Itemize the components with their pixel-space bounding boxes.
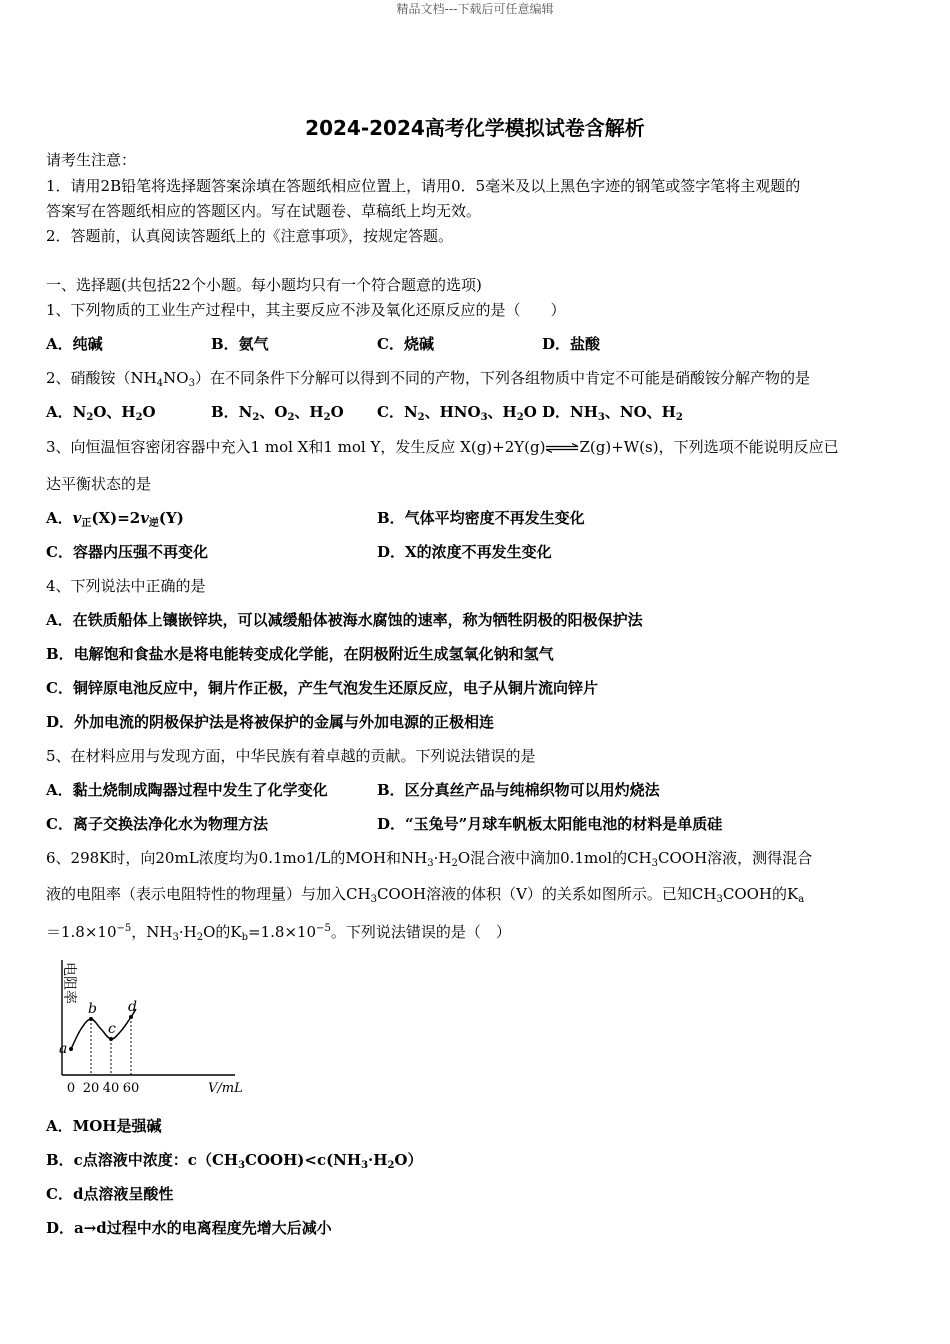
data-point-a [69,1047,73,1051]
point-label-b: b [88,1001,97,1017]
q4-option-b: B．电解饱和食盐水是将电能转变成化学能，在阴极附近生成氢氧化钠和氢气 [46,645,554,663]
q4-option-a: A．在铁质船体上镶嵌锌块，可以减缓船体被海水腐蚀的速率，称为牺牲阴极的阳极保护法 [46,611,643,629]
y-axis-label: 电阻率 [61,962,77,1004]
point-label-d: d [128,999,137,1015]
q4-stem: 4、下列说法中正确的是 [46,577,206,595]
q1-option-b: B．氨气 [211,335,269,353]
q6-option-d: D．a→d过程中水的电离程度先增大后减小 [46,1219,332,1237]
q3-stem: 3、向恒温恒容密闭容器中充入1 mol X和1 mol Y，发生反应 X(g)+2Y(g) Z(g)+W(s)，下列选项不能说明反应已 [46,438,839,456]
q2-option-b: B．$N_2$、$O_2$、$H_2O$ [211,403,344,423]
q6-stem-line-1: 6、298K时，向20mL浓度均为0.1mo1/L的MOH和$NH_3\cdot H_2O$混合液中滴加0.1mol的$CH_3COOH$溶液，测得混合 [46,849,813,869]
data-point-c [109,1037,113,1041]
q6-stem-line-3: $=1.8\times 10^{-5}$，$NH_3\cdot H_2O$的$K_b=1.8\times 10^{-5}$。下列说法错误的是（ ） [46,923,511,943]
q4-option-c: C．铜锌原电池反应中，铜片作正极，产生气泡发生还原反应，电子从铜片流向锌片 [46,679,598,697]
q3-option-c: C．容器内压强不再变化 [46,543,208,561]
q3-option-a: A．$v_正(X)=2v_逆(Y)$ [46,509,184,529]
q1-option-d: D．盐酸 [542,335,601,353]
page-watermark-header: 精品文档---下载后可任意编辑 [396,2,554,16]
notice-heading: 请考生注意： [46,151,137,169]
q5-option-a: A．黏土烧制成陶器过程中发生了化学变化 [46,781,328,799]
q5-option-c: C．离子交换法净化水为物理方法 [46,815,268,833]
notice-item-1-line-2: 答案写在答题纸相应的答题区内。写在试题卷、草稿纸上均无效。 [46,202,482,220]
q3-option-b: B．气体平均密度不再发生变化 [377,509,585,527]
q5-option-d: D．“玉兔号”月球车帆板太阳能电池的材料是单质硅 [377,815,723,833]
q6-stem-line-2: 液的电阻率（表示电阻特性的物理量）与加入$CH_3COOH$溶液的体积（V）的关系如图所示。已知$CH_3COOH$的$K_a$ [46,885,805,905]
q6-option-c: C．d点溶液呈酸性 [46,1185,174,1203]
q6-option-b: B．c点溶液中浓度：$c(CH_3COOH)<c(NH_3\cdot H_2O)$ [46,1151,423,1171]
x-tick-label: 60 [122,1081,140,1095]
q5-option-b: B．区分真丝产品与纯棉织物可以用灼烧法 [377,781,660,799]
q2-stem: 2、硝酸铵$(NH_4NO_3)$在不同条件下分解可以得到不同的产物，下列各组物质中肯定不可能是硝酸铵分解产物的是 [46,369,810,389]
section-heading: 一、选择题(共包括22个小题。每小题均只有一个符合题意的选项) [46,276,482,294]
x-tick-label: 40 [102,1081,120,1095]
resistivity-chart [40,950,260,1095]
equilibrium-arrow-icon [545,443,579,453]
x-axis-label: V/mL [208,1081,243,1095]
q2-option-d: D．$NH_3$、NO、$H_2$ [542,403,683,423]
q5-stem: 5、在材料应用与发现方面，中华民族有着卓越的贡献。下列说法错误的是 [46,747,536,765]
q1-stem: 1、下列物质的工业生产过程中，其主要反应不涉及氧化还原反应的是（ ） [46,301,566,319]
x-tick-label: 20 [82,1081,100,1095]
data-point-b [89,1017,93,1021]
notice-item-2: 2．答题前，认真阅读答题纸上的《注意事项》，按规定答题。 [46,227,454,245]
data-point-d [129,1015,133,1019]
q3-option-d: D．X的浓度不再发生变化 [377,543,552,561]
page-title: 2024-2024高考化学模拟试卷含解析 [305,116,645,140]
q6-option-a: A．MOH是强碱 [46,1117,162,1135]
q2-option-a: A．$N_2O$、$H_2O$ [46,403,156,423]
notice-item-1-line-1: 1．请用2B铅笔将选择题答案涂填在答题纸相应位置上，请用0．5毫米及以上黑色字迹的钢笔或签字笔将主观题的 [46,177,801,195]
q4-option-d: D．外加电流的阴极保护法是将被保护的金属与外加电源的正极相连 [46,713,495,731]
q1-option-a: A．纯碱 [46,335,103,353]
q1-option-c: C．烧碱 [377,335,434,353]
q2-option-c: C．$N_2$、$HNO_3$、$H_2O$ [377,403,537,423]
x-tick-label: 0 [66,1081,76,1095]
point-label-c: c [108,1021,116,1037]
resistivity-curve [71,1009,136,1049]
point-label-a: a [59,1041,68,1057]
q3-stem-line-2: 达平衡状态的是 [46,475,152,493]
